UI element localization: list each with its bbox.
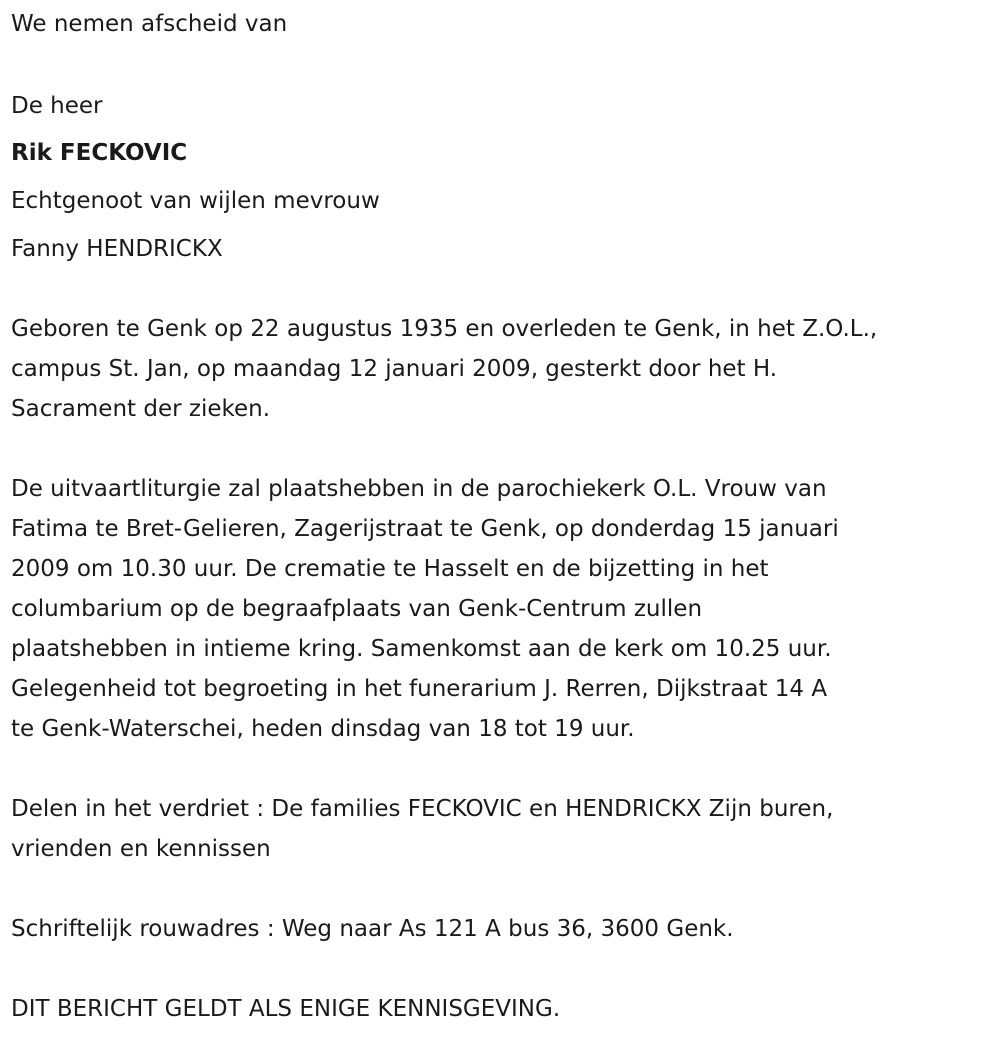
- intro-text: We nemen afscheid van: [11, 11, 288, 37]
- grief-paragraph: [11, 789, 996, 869]
- paragraph-line: 2009 om 10.30 uur. De crematie te Hasselt en de bijzetting in het: [11, 556, 769, 582]
- spouse-line: Echtgenoot van wijlen mevrouw: [11, 188, 380, 214]
- paragraph-line: Gelegenheid tot begroeting in het funerarium J. Rerren, Dijkstraat 14 A: [11, 676, 828, 702]
- paragraph-line: plaatshebben in intieme kring. Samenkomst aan de kerk om 10.25 uur.: [11, 636, 832, 662]
- notice-text: DIT BERICHT GELDT ALS ENIGE KENNISGEVING.: [11, 996, 561, 1022]
- paragraph-line: columbarium op de begraafplaats van Genk-Centrum zullen: [11, 596, 703, 622]
- paragraph-line: Fatima te Bret-Gelieren, Zagerijstraat te Genk, op donderdag 15 januari: [11, 516, 839, 542]
- paragraph-line: Sacrament der zieken.: [11, 396, 271, 422]
- paragraph-line: vrienden en kennissen: [11, 836, 271, 862]
- deceased-name: Rik FECKOVIC: [11, 140, 188, 166]
- paragraph-line: De uitvaartliturgie zal plaatshebben in de parochiekerk O.L. Vrouw van: [11, 476, 827, 502]
- title-prefix: De heer: [11, 93, 103, 119]
- paragraph-line: campus St. Jan, op maandag 12 januari 2009, gesterkt door het H.: [11, 356, 778, 382]
- spouse-name: Fanny HENDRICKX: [11, 236, 223, 262]
- birth-death-paragraph: [11, 309, 996, 429]
- paragraph-line: Geboren te Genk op 22 augustus 1935 en overleden te Genk, in het Z.O.L.,: [11, 316, 878, 342]
- paragraph-line: Delen in het verdriet : De families FECKOVIC en HENDRICKX Zijn buren,: [11, 796, 834, 822]
- mourning-address: Schriftelijk rouwadres : Weg naar As 121 A bus 36, 3600 Genk.: [11, 916, 734, 942]
- funeral-paragraph: [11, 469, 996, 749]
- paragraph-line: te Genk-Waterschei, heden dinsdag van 18 tot 19 uur.: [11, 716, 635, 742]
